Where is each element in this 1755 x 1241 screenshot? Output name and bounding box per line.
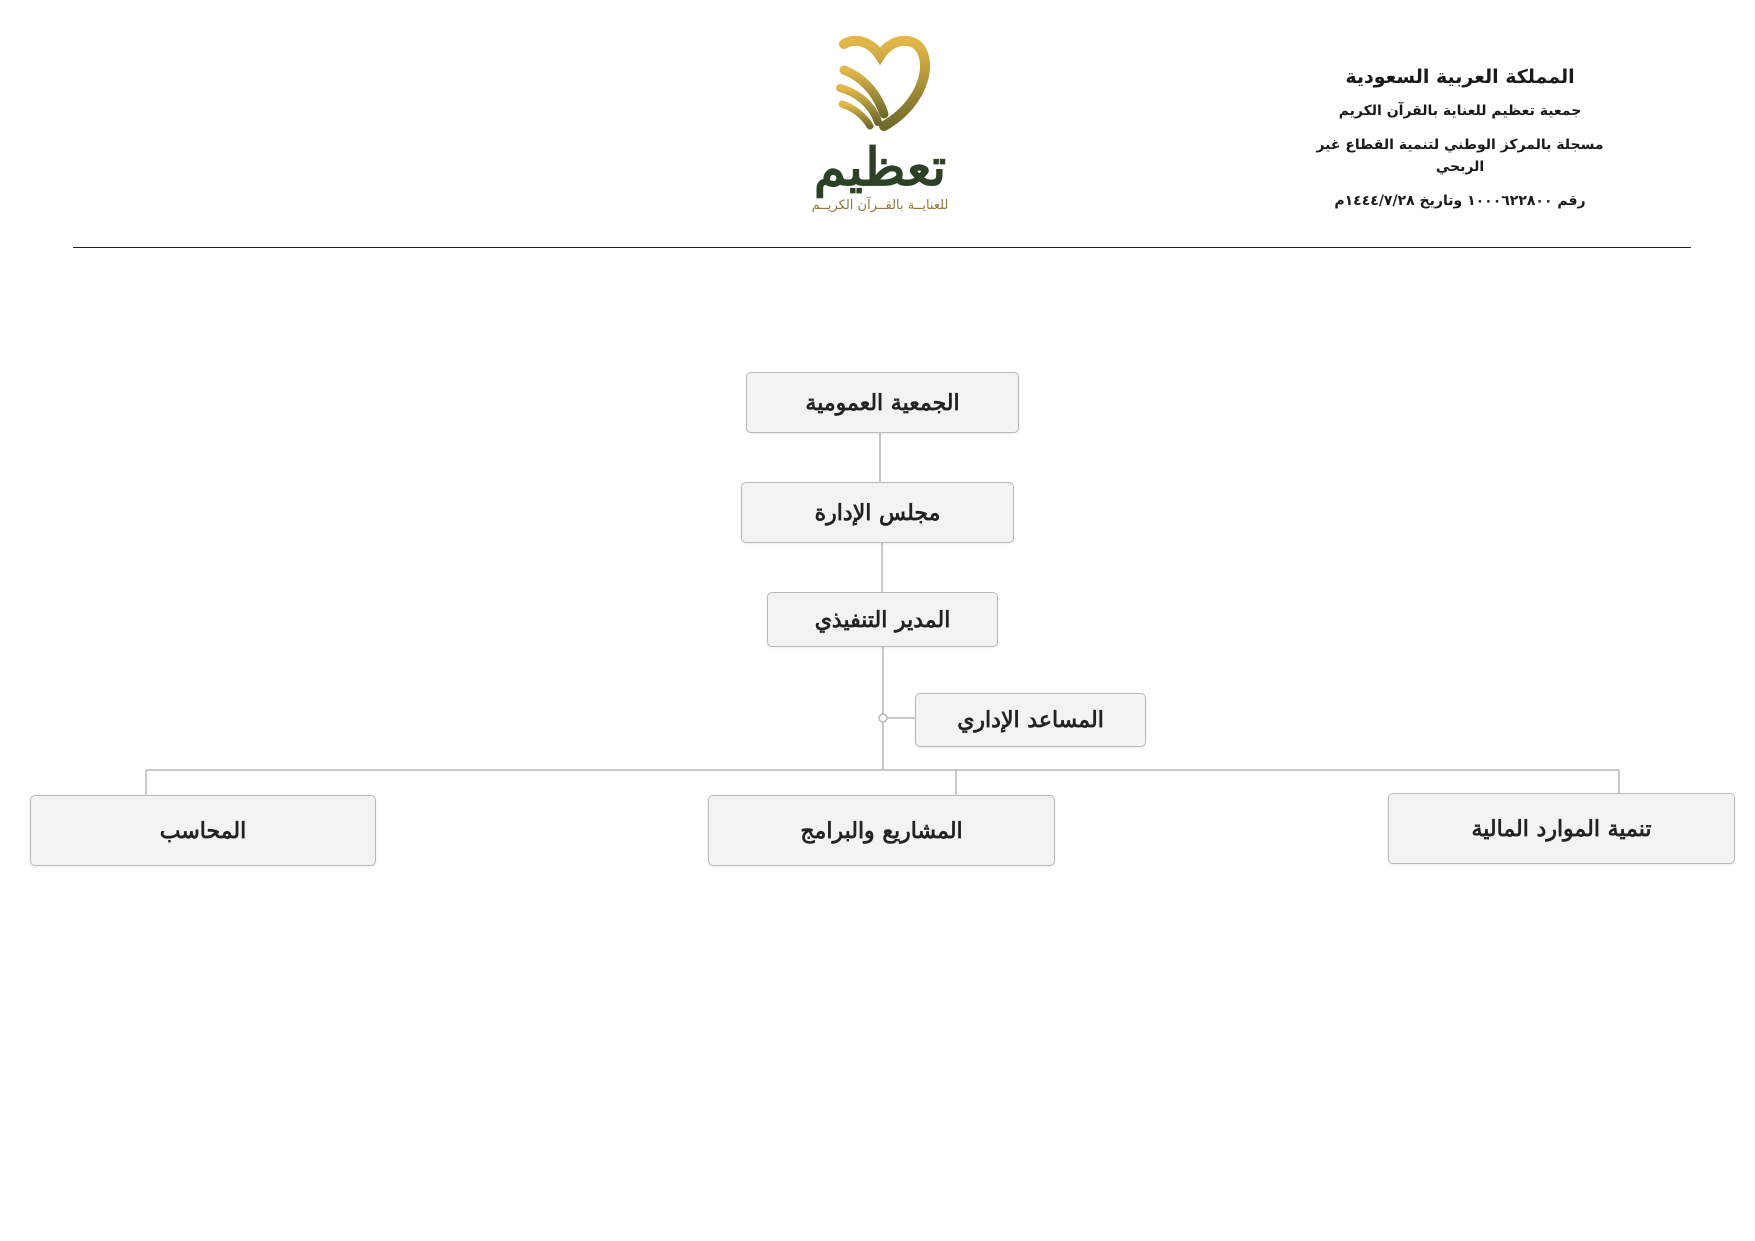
node-admin-assistant xyxy=(915,693,1146,747)
node-accountant-label: المحاسب xyxy=(159,817,247,844)
node-financial-resources xyxy=(1388,793,1735,864)
registration-number: رقم ١٠٠٠٦٢٢٨٠٠ وتاريخ ١٤٤٤/٧/٢٨م xyxy=(1334,193,1586,209)
assistant-junction-dot xyxy=(879,714,887,722)
node-general-assembly-label: الجمعية العمومية xyxy=(805,389,960,416)
registration-text: مسجلة بالمركز الوطني لتنمية القطاع غير الربحي xyxy=(1316,137,1604,175)
node-general-assembly xyxy=(746,372,1019,433)
logo-wordmark: تعظيم xyxy=(813,137,947,198)
node-projects-programs-label: المشاريع والبرامج xyxy=(800,817,963,844)
country-name: المملكة العربية السعودية xyxy=(1345,66,1575,88)
node-admin-assistant-label: المساعد الإداري xyxy=(957,707,1104,733)
node-board-of-directors xyxy=(741,482,1014,543)
node-executive-director-label: المدير التنفيذي xyxy=(814,606,951,633)
logo-tagline: للعنايــة بالقــرآن الكريــم xyxy=(811,198,949,213)
node-executive-director xyxy=(767,592,998,647)
node-board-of-directors-label: مجلس الإدارة xyxy=(814,499,941,526)
node-accountant xyxy=(30,795,376,866)
node-projects-programs xyxy=(708,795,1055,866)
node-financial-resources-label: تنمية الموارد المالية xyxy=(1471,815,1652,842)
organization-name: جمعية تعظيم للعناية بالقرآن الكريم xyxy=(1338,103,1582,119)
